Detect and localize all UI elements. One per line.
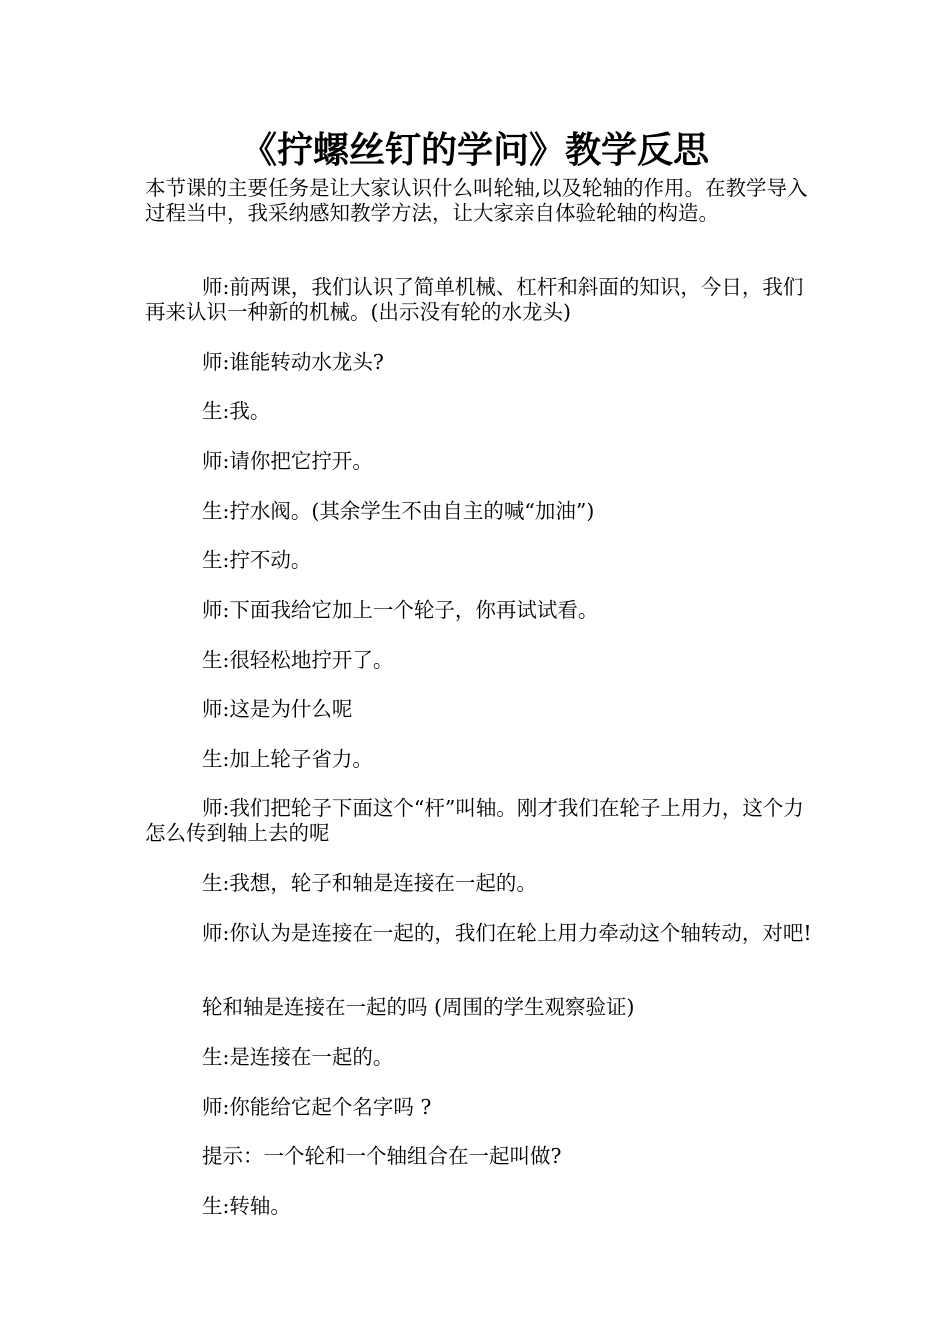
paragraph-8: 生:很轻松地拧开了。 bbox=[202, 648, 394, 672]
paragraph-17: 提示：一个轮和一个轴组合在一起叫做? bbox=[202, 1144, 562, 1168]
paragraph-5: 生:拧水阀。(其余学生不由自主的喊“加油”) bbox=[202, 499, 595, 523]
paragraph-10: 生:加上轮子省力。 bbox=[202, 747, 373, 771]
paragraph-15: 生:是连接在一起的。 bbox=[202, 1045, 394, 1069]
paragraph-14: 轮和轴是连接在一起的吗 (周围的学生观察验证) bbox=[202, 995, 635, 1019]
paragraph-9: 师:这是为什么呢 bbox=[202, 697, 353, 721]
paragraph-11: 师:我们把轮子下面这个“杆”叫轴。刚才我们在轮子上用力，这个力怎么传到轴上去的呢 bbox=[145, 796, 804, 845]
paragraph-3: 生:我。 bbox=[202, 399, 271, 423]
paragraph-4: 师:请你把它拧开。 bbox=[202, 449, 373, 473]
paragraph-1: 师:前两课，我们认识了简单机械、杠杆和斜面的知识，今日，我们再来认识一种新的机械。(出示没有轮的水龙头) bbox=[145, 275, 804, 324]
paragraph-12: 生:我想，轮子和轴是连接在一起的。 bbox=[202, 871, 537, 895]
paragraph-6: 生:拧不动。 bbox=[202, 548, 312, 572]
paragraph-13: 师:你认为是连接在一起的，我们在轮上用力牵动这个轴转动，对吧! bbox=[202, 921, 812, 945]
document-title: 《拧螺丝钉的学问》教学反思 bbox=[240, 130, 709, 171]
paragraph-18: 生:转轴。 bbox=[202, 1194, 291, 1218]
paragraph-16: 师:你能给它起个名字吗 ? bbox=[202, 1095, 432, 1119]
intro-paragraph: 本节课的主要任务是让大家认识什么叫轮轴,以及轮轴的作用。在教学导入过程当中，我采纳感知教学方法，让大家亲自体验轮轴的构造。 bbox=[145, 176, 808, 225]
paragraph-7: 师:下面我给它加上一个轮子，你再试试看。 bbox=[202, 598, 599, 622]
paragraph-2: 师:谁能转动水龙头? bbox=[202, 350, 384, 374]
